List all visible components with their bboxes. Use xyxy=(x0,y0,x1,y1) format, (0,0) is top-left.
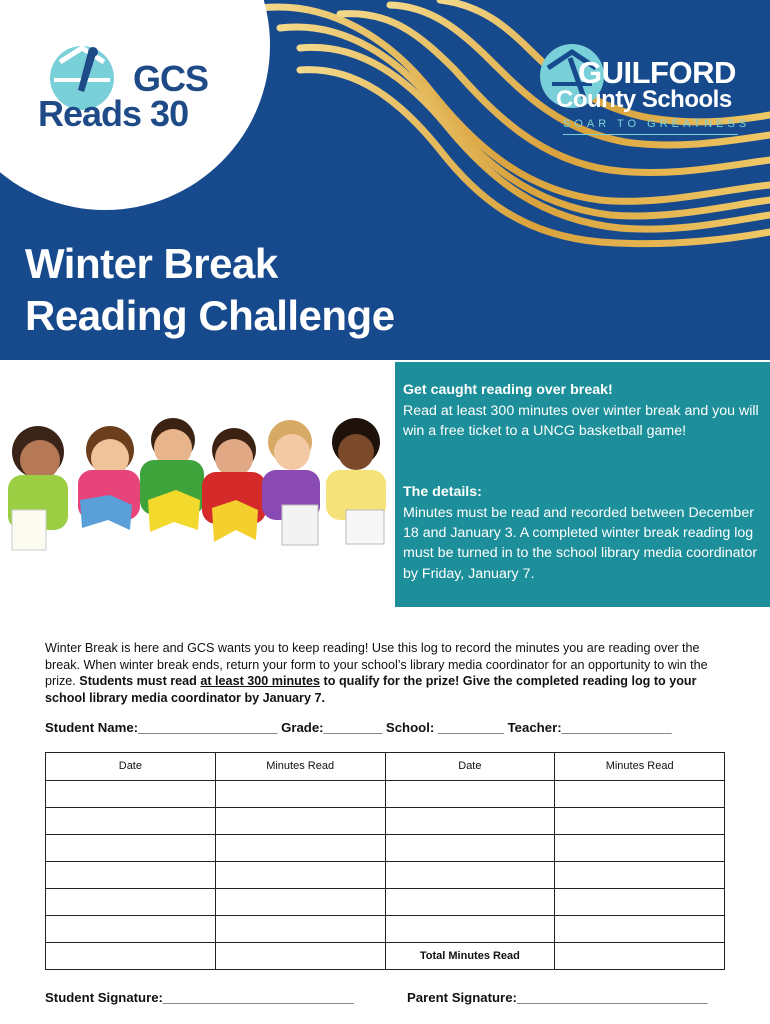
info-heading-caught-reading: Get caught reading over break! xyxy=(403,382,613,398)
table-row xyxy=(46,889,725,916)
header-minutes-1: Minutes Read xyxy=(215,753,385,781)
info-body-prize: Read at least 300 minutes over winter break and you will win a free ticket to a UNCG basketball game! xyxy=(403,402,759,439)
reading-log-table xyxy=(45,752,725,970)
header-minutes-2: Minutes Read xyxy=(555,753,725,781)
intro-bold-text-1: Students must read xyxy=(79,674,201,689)
log-cell[interactable] xyxy=(555,808,725,835)
parent-signature-field[interactable]: Parent Signature:__________________________ xyxy=(407,990,708,1005)
log-cell[interactable] xyxy=(215,916,385,943)
log-cell[interactable] xyxy=(215,862,385,889)
intro-bold-text-2: to qualify for the prize! Give the completed reading log to your school library media coordinator by January 7. xyxy=(45,674,697,706)
page-title xyxy=(25,238,395,342)
log-cell[interactable] xyxy=(215,781,385,808)
log-cell[interactable] xyxy=(555,835,725,862)
log-cell[interactable] xyxy=(555,889,725,916)
header-date-1: Date xyxy=(46,753,216,781)
log-cell[interactable] xyxy=(385,889,555,916)
info-body-details: Minutes must be read and recorded between December 18 and January 3. A completed winter break reading log must be turned in to the school library media coordinator by Friday, January 7. xyxy=(403,504,758,582)
table-header-row xyxy=(46,753,725,781)
log-cell[interactable] xyxy=(385,781,555,808)
log-cell[interactable] xyxy=(46,943,216,970)
challenge-info-box xyxy=(395,362,770,607)
log-cell[interactable] xyxy=(215,835,385,862)
intro-bold-underlined-text: at least 300 minutes xyxy=(200,674,321,689)
total-minutes-cell[interactable] xyxy=(555,943,725,970)
log-cell[interactable] xyxy=(46,781,216,808)
log-cell[interactable] xyxy=(555,916,725,943)
log-cell[interactable] xyxy=(215,943,385,970)
log-cell[interactable] xyxy=(385,835,555,862)
intro-paragraph xyxy=(45,640,735,707)
county-schools-wordmark: County Schools xyxy=(556,86,732,113)
guilford-wordmark: GUILFORD xyxy=(578,55,736,90)
table-total-row xyxy=(46,943,725,970)
total-minutes-label: Total Minutes Read xyxy=(385,943,555,970)
log-cell[interactable] xyxy=(46,862,216,889)
log-cell[interactable] xyxy=(555,781,725,808)
gcs-logo-text: GCS xyxy=(133,58,209,99)
title-line-1: Winter Break xyxy=(25,240,278,287)
student-info-fields[interactable]: Student Name:___________________ Grade:________ School: _________ Teacher:_______________ xyxy=(45,720,672,735)
reads-30-logo-text: Reads 30 xyxy=(38,93,189,134)
table-row xyxy=(46,781,725,808)
student-signature-field[interactable]: Student Signature:__________________________ xyxy=(45,990,354,1005)
table-row xyxy=(46,835,725,862)
tagline-underline xyxy=(563,134,738,135)
log-cell[interactable] xyxy=(46,835,216,862)
children-reading-photo xyxy=(0,360,395,610)
log-cell[interactable] xyxy=(385,862,555,889)
log-cell[interactable] xyxy=(46,889,216,916)
info-heading-details: The details: xyxy=(403,484,482,500)
log-cell[interactable] xyxy=(46,808,216,835)
header-banner xyxy=(0,0,770,360)
log-cell[interactable] xyxy=(385,808,555,835)
title-line-2: Reading Challenge xyxy=(25,292,395,339)
guilford-tagline: SOAR TO GREATNESS xyxy=(563,118,751,130)
table-row xyxy=(46,808,725,835)
log-cell[interactable] xyxy=(385,916,555,943)
intro-plain-text: Winter Break is here and GCS wants you to keep reading! Use this log to record the minutes you are reading over the break. When winter break ends, return your form to your school’s library media coordinator for an opportunity to win the prize. xyxy=(45,641,708,689)
log-cell[interactable] xyxy=(46,916,216,943)
table-row xyxy=(46,916,725,943)
log-cell[interactable] xyxy=(215,889,385,916)
header-date-2: Date xyxy=(385,753,555,781)
table-row xyxy=(46,862,725,889)
log-cell[interactable] xyxy=(215,808,385,835)
log-cell[interactable] xyxy=(555,862,725,889)
